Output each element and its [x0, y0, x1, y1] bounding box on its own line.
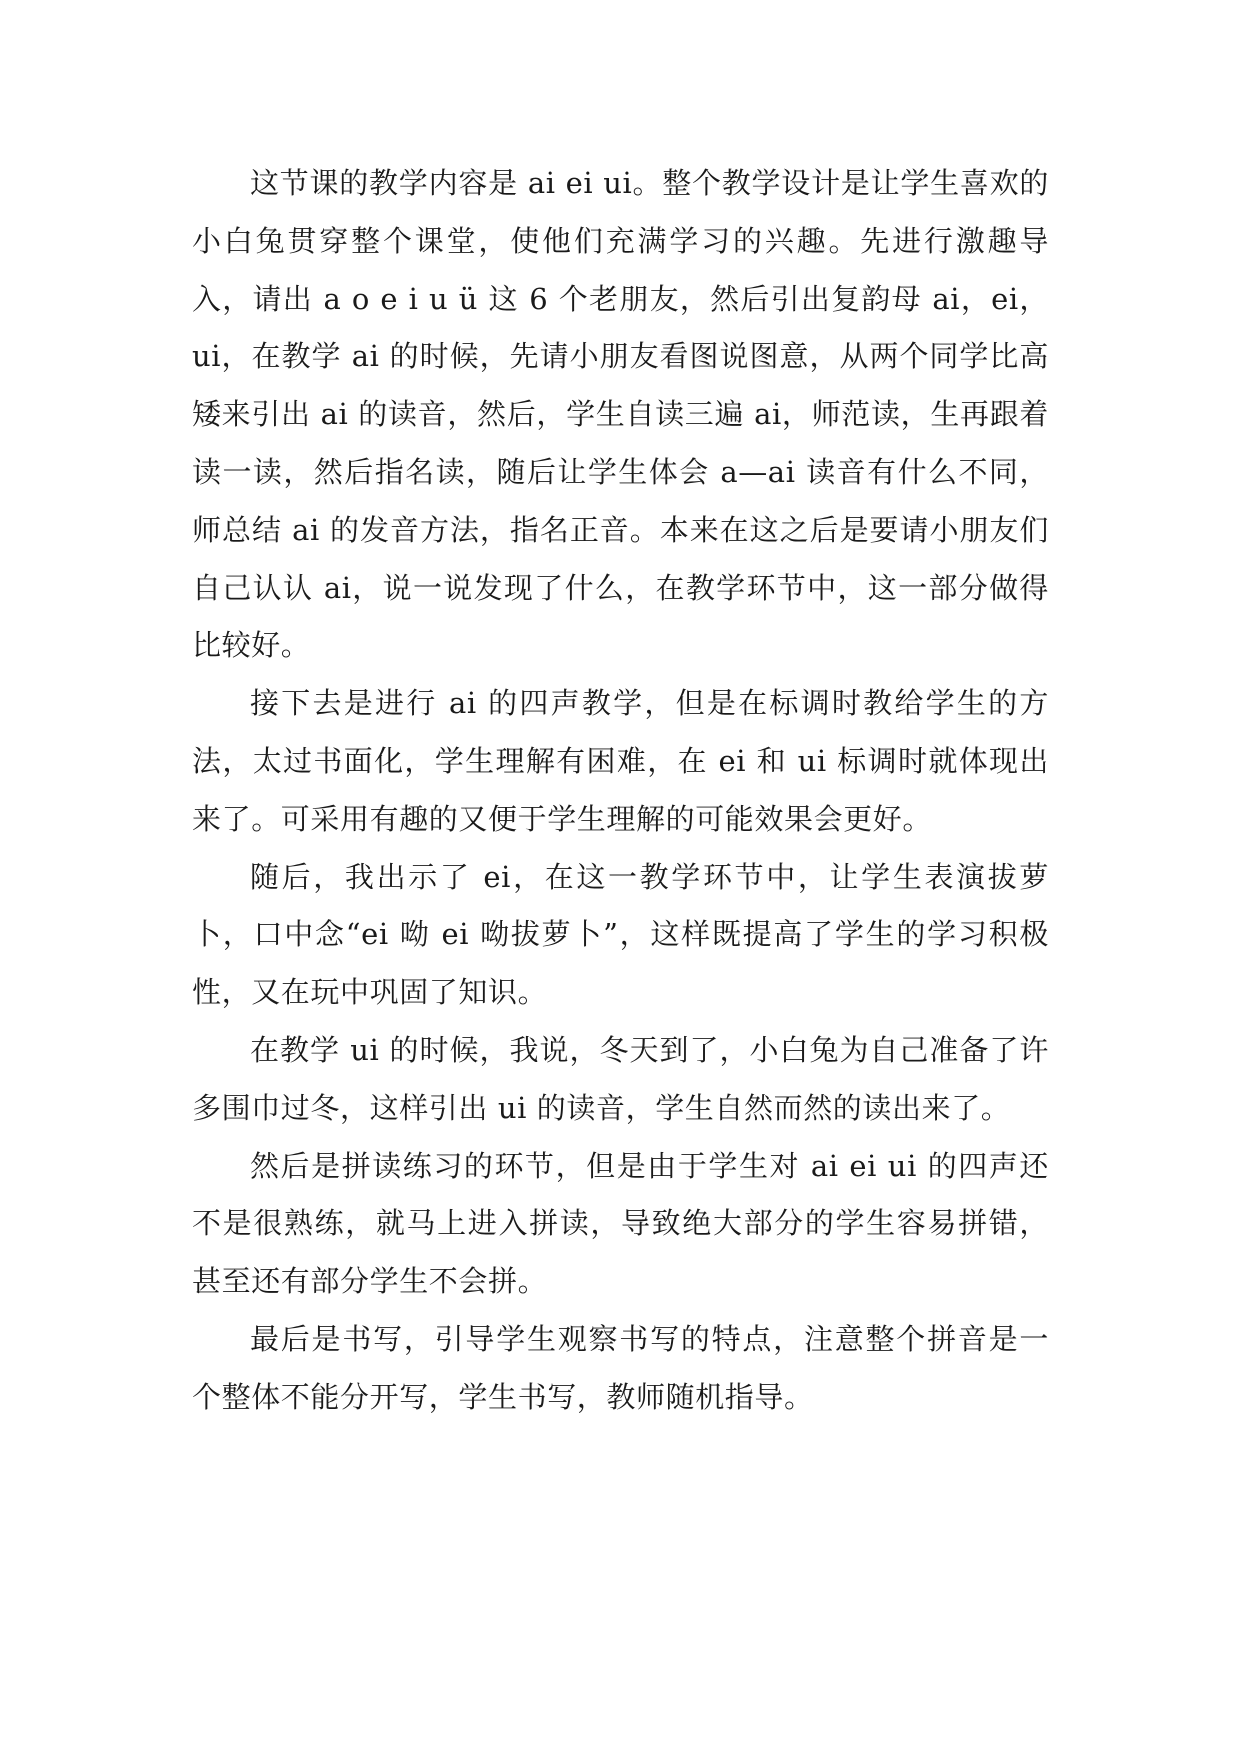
paragraph-tones: 接下去是进行 ai 的四声教学，但是在标调时教给学生的方法，太过书面化，学生理解有困难，在 ei 和 ui 标调时就体现出来了。可采用有趣的又便于学生理解的可能效果会更好。	[192, 686, 1049, 836]
document-page	[192, 155, 1049, 1427]
paragraph-ui: 在教学 ui 的时候，我说，冬天到了，小白兔为自己准备了许多围巾过冬，这样引出 ui 的读音，学生自然而然的读出来了。	[192, 1032, 1049, 1125]
paragraph-intro: 这节课的教学内容是 ai ei ui。整个教学设计是让学生喜欢的小白兔贯穿整个课堂，使他们充满学习的兴趣。先进行激趣导入，请出 a o e i u ü 这 6 个老朋友，然后引出复韵母 ai，ei，ui，在教学 ai 的时候，先请小朋友看图说图意，从两个同学比高矮来引出 ai 的读音，然后，学生自读三遍 ai，师范读，生再跟着读一读，然后指名读，随后让学生体会 a—ai 读音有什么不同，师总结 ai 的发音方法，指名正音。本来在这之后是要请小朋友们自己认认 ai，说一说发现了什么，在教学环节中，这一部分做得比较好。	[192, 166, 1049, 663]
paragraph-ei: 随后，我出示了 ei，在这一教学环节中，让学生表演拔萝卜，口中念“ei 呦 ei 呦拔萝卜”，这样既提高了学生的学习积极性，又在玩中巩固了知识。	[192, 859, 1049, 1010]
paragraph-practice: 然后是拼读练习的环节，但是由于学生对 ai ei ui 的四声还不是很熟练，就马上进入拼读，导致绝大部分的学生容易拼错，甚至还有部分学生不会拼。	[192, 1148, 1049, 1299]
paragraph-writing: 最后是书写，引导学生观察书写的特点，注意整个拼音是一个整体不能分开写，学生书写，教师随机指导。	[192, 1321, 1049, 1414]
